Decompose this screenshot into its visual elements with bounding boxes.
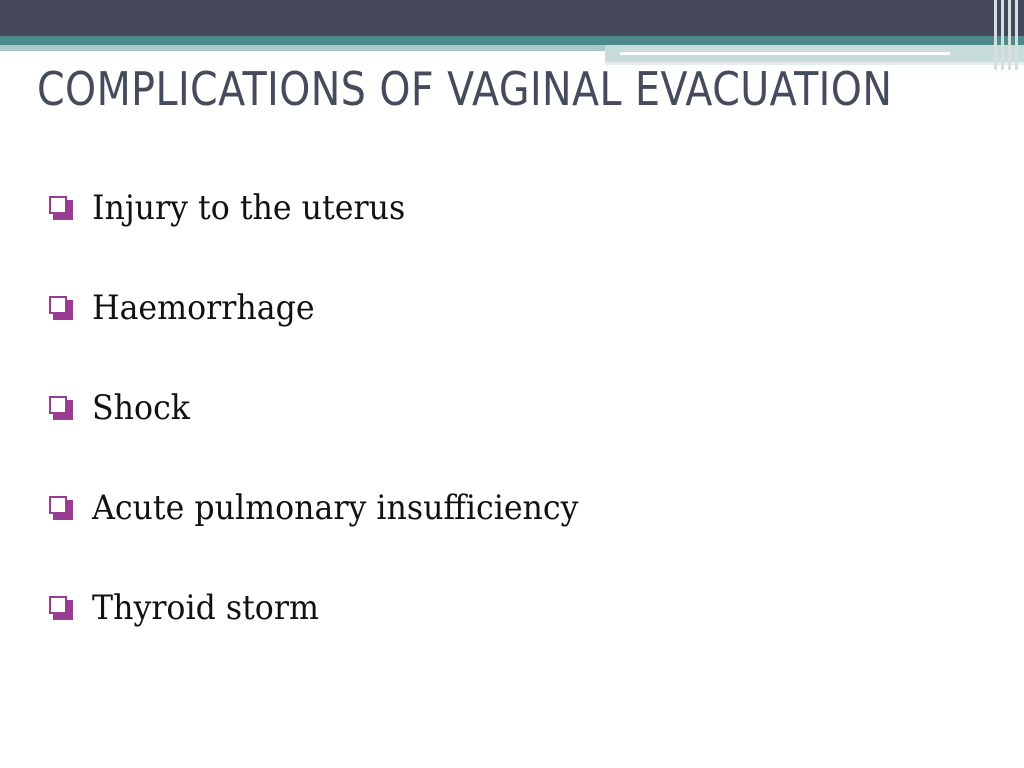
list-item-label: Haemorrhage	[92, 288, 315, 328]
checkbox-square-icon	[48, 495, 74, 521]
checkbox-square-icon	[48, 195, 74, 221]
list-item	[48, 583, 615, 633]
list-item	[48, 283, 615, 333]
header-teal-bar	[0, 36, 1024, 45]
list-item	[48, 483, 615, 533]
header-dark-bar	[0, 0, 1024, 36]
bullet-list	[48, 183, 615, 683]
list-item-label: Shock	[92, 388, 190, 428]
list-item-label: Injury to the uterus	[92, 188, 406, 228]
slide-title: COMPLICATIONS OF VAGINAL EVACUATION	[37, 62, 893, 116]
list-item	[48, 383, 615, 433]
list-item-label: Thyroid storm	[92, 588, 319, 628]
checkbox-square-icon	[48, 295, 74, 321]
header-stripes	[990, 0, 1024, 70]
checkbox-square-icon	[48, 595, 74, 621]
header-right-white-line	[620, 52, 950, 55]
list-item	[48, 183, 615, 233]
list-item-label: Acute pulmonary insufficiency	[92, 488, 579, 528]
header-light-bar	[0, 45, 605, 51]
checkbox-square-icon	[48, 395, 74, 421]
